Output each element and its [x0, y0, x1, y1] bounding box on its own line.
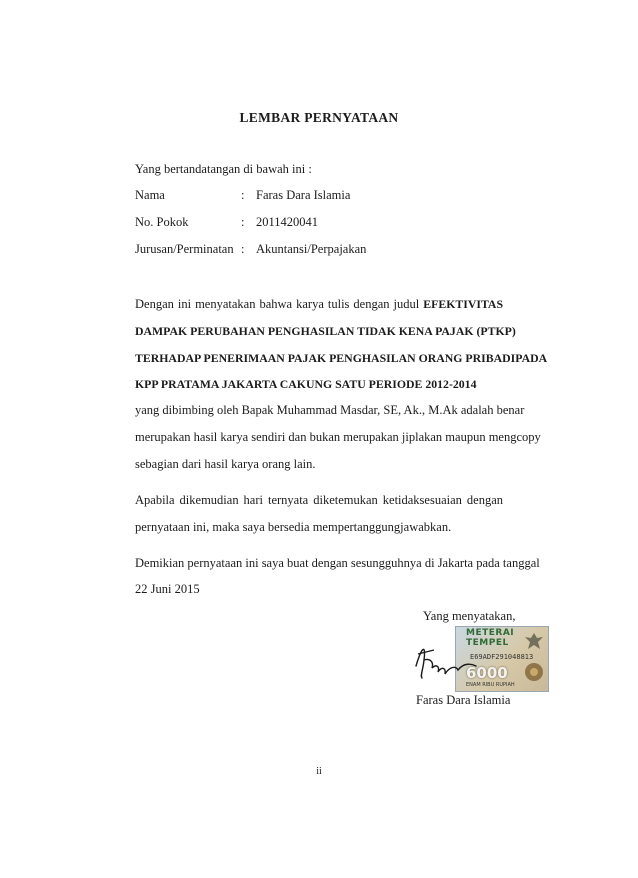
identity-value: Faras Dara Islamia	[256, 188, 351, 202]
identity-label: Nama	[135, 188, 165, 202]
page-title: LEMBAR PERNYATAAN	[239, 110, 399, 125]
stamp-serial: E69ADF291048813	[470, 653, 534, 661]
identity-colon: :	[241, 242, 245, 256]
thesis-title-line: KPP PRATAMA JAKARTA CAKUNG SATU PERIODE 2012-2014	[135, 377, 477, 391]
paragraph-line: Apabila dikemudian hari ternyata diketemukan ketidaksesuaian dengan	[135, 493, 503, 507]
thesis-title-line: TERHADAP PENERIMAAN PAJAK PENGHASILAN ORANG PRIBADIPADA	[135, 351, 548, 365]
identity-label: Jurusan/Perminatan	[135, 242, 234, 256]
closing-text: Yang menyatakan,	[423, 609, 516, 623]
stamp-value: 6000	[466, 664, 508, 682]
paragraph-line: merupakan hasil karya sendiri dan bukan merupakan jiplakan maupun mengcopy	[135, 430, 541, 444]
paragraph-line: sebagian dari hasil karya orang lain.	[135, 457, 316, 471]
paragraph-line: Demikian pernyataan ini saya buat dengan sesungguhnya di Jakarta pada tanggal	[135, 556, 540, 570]
identity-value: Akuntansi/Perpajakan	[256, 242, 367, 256]
page-number: ii	[316, 766, 322, 777]
identity-colon: :	[241, 188, 245, 202]
stamp-value-words: ENAM RIBU RUPIAH	[466, 682, 515, 688]
identity-label: No. Pokok	[135, 215, 189, 229]
thesis-title-start: EFEKTIVITAS	[423, 297, 504, 311]
identity-value: 2011420041	[256, 215, 319, 229]
date-text: 22 Juni 2015	[135, 582, 200, 596]
garuda-emblem-icon	[523, 630, 545, 652]
signature-icon	[412, 636, 502, 686]
rosette-icon	[523, 661, 545, 683]
stamp-header-line: TEMPEL	[466, 638, 509, 648]
paragraph-line: pernyataan ini, maka saya bersedia mempertanggungjawabkan.	[135, 520, 452, 534]
paragraph-text: Dengan ini menyatakan bahwa karya tulis dengan judul	[135, 297, 420, 311]
intro-text: Yang bertandatangan di bawah ini :	[135, 162, 312, 176]
stamp-header-line: METERAI	[466, 628, 515, 638]
signer-name: Faras Dara Islamia	[416, 693, 511, 707]
thesis-title-line: DAMPAK PERUBAHAN PENGHASILAN TIDAK KENA PAJAK (PTKP)	[135, 324, 516, 338]
paragraph-line: yang dibimbing oleh Bapak Muhammad Masdar, SE, Ak., M.Ak adalah benar	[135, 403, 525, 417]
paragraph-line	[135, 297, 503, 312]
identity-colon: :	[241, 215, 245, 229]
